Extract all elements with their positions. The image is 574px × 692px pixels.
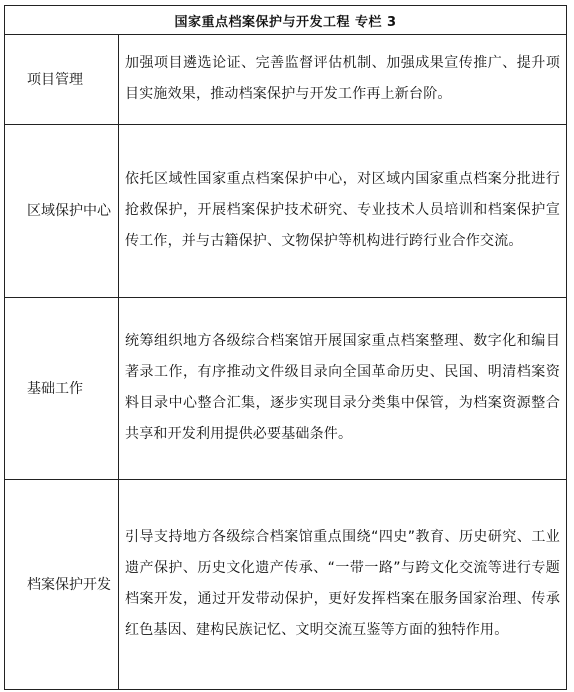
row-label-cell xyxy=(5,125,119,298)
row-label: 基础工作 xyxy=(27,380,83,397)
row-content: 引导支持地方各级综合档案馆重点围绕“四史”教育、历史研究、工业遗产保护、历史文化遗产传承、“一带一路”与跨文化交流等进行专题档案开发，通过开发带动保护，更好发挥档案在服务国家治理、传承红色基因、建构民族记忆、文明交流互鉴等方面的独特作用。 xyxy=(119,480,567,690)
row-label-cell xyxy=(5,298,119,480)
row-label-cell xyxy=(5,480,119,690)
row-label: 档案保护开发 xyxy=(27,576,111,593)
project-table xyxy=(4,5,567,690)
row-content: 加强项目遴选论证、完善监督评估机制、加强成果宣传推广、提升项目实施效果，推动档案保护与开发工作再上新台阶。 xyxy=(119,35,567,125)
row-content: 统筹组织地方各级综合档案馆开展国家重点档案整理、数字化和编目著录工作，有序推动文件级目录向全国革命历史、民国、明清档案资料目录中心整合汇集，逐步实现目录分类集中保管，为档案资源整合共享和开发利用提供必要基础条件。 xyxy=(119,298,567,480)
row-content: 依托区域性国家重点档案保护中心，对区域内国家重点档案分批进行抢救保护，开展档案保护技术研究、专业技术人员培训和档案保护宣传工作，并与古籍保护、文物保护等机构进行跨行业合作交流。 xyxy=(119,125,567,298)
row-label: 项目管理 xyxy=(27,71,83,88)
table-row xyxy=(5,298,567,480)
table-title: 国家重点档案保护与开发工程 专栏 3 xyxy=(5,6,567,35)
table-row xyxy=(5,35,567,125)
table-header-row xyxy=(5,6,567,35)
row-label: 区域保护中心 xyxy=(27,203,111,219)
row-label-cell xyxy=(5,35,119,125)
table-row xyxy=(5,480,567,690)
table-row xyxy=(5,125,567,298)
